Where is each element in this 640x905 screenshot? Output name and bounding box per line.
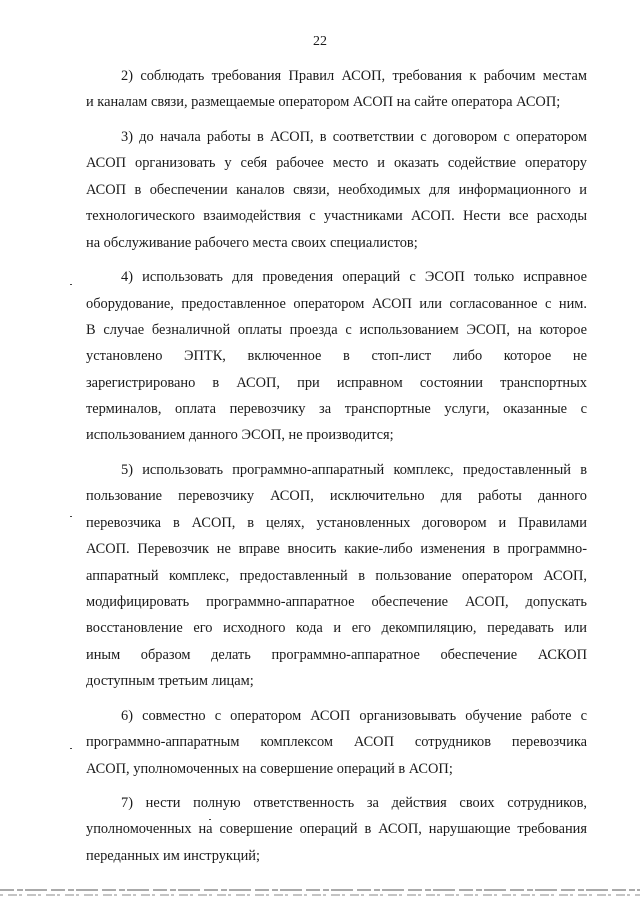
text-line: оборудование, предоставленное оператором АСОП или согласованное с ним. <box>86 295 587 312</box>
text-line: терминалов, оплата перевозчику за транспортные услуги, оказанные с <box>86 401 587 418</box>
scan-speck <box>209 819 211 820</box>
text-line: 2) соблюдать требования Правил АСОП, требования к рабочим местам <box>121 68 587 84</box>
paragraph-item-6 <box>86 703 587 782</box>
scan-speck <box>70 516 72 517</box>
text-line: переданных им инструкций; <box>86 847 261 864</box>
text-line: АСОП в обеспечении каналов связи, необходимых для информационного и <box>86 181 587 198</box>
text-line: пользование перевозчику АСОП, исключительно для работы данного <box>86 488 587 505</box>
text-line: АСОП организовать у себя рабочее место и оказать содействие оператору <box>86 155 587 172</box>
text-line: программно-аппаратным комплексом АСОП сотрудников перевозчика <box>86 734 587 751</box>
text-line: перевозчика в АСОП, в целях, установленных договором и Правилами <box>86 514 587 531</box>
text-line: восстановление его исходного кода и его декомпиляцию, передавать или <box>86 620 587 637</box>
text-line: 7) нести полную ответственность за действия своих сотрудников, <box>121 795 587 812</box>
text-line: АСОП, уполномоченных на совершение операций в АСОП; <box>86 760 453 777</box>
text-line: АСОП. Перевозчик не вправе вносить какие-либо изменения в программно- <box>86 541 587 558</box>
paragraph-item-3 <box>86 124 587 256</box>
text-line: 4) использовать для проведения операций с ЭСОП только исправное <box>121 269 587 286</box>
text-line: 6) совместно с оператором АСОП организовывать обучение работе с <box>121 707 587 724</box>
paragraph-item-5 <box>86 457 587 695</box>
text-line: 5) использовать программно-аппаратный комплекс, предоставленный в <box>121 462 587 479</box>
page-number: 22 <box>313 34 327 49</box>
paragraph-item-2 <box>86 63 587 116</box>
text-line: доступным третьим лицам; <box>86 673 254 690</box>
text-line: технологического взаимодействия с участниками АСОП. Нести все расходы <box>86 208 587 225</box>
text-line: и каналам связи, размещаемые оператором АСОП на сайте оператора АСОП; <box>86 94 561 111</box>
text-line: уполномоченных на совершение операций в АСОП, нарушающие требования <box>86 821 587 838</box>
scan-speck <box>70 284 72 285</box>
scan-speck <box>70 748 72 749</box>
text-line: на обслуживание рабочего места своих специалистов; <box>86 234 418 251</box>
text-line: использованием данного ЭСОП, не производится; <box>86 427 394 444</box>
document-body <box>86 63 587 877</box>
text-line: зарегистрировано в АСОП, при исправном состоянии транспортных <box>86 374 587 391</box>
text-line: иным образом делать программно-аппаратное обеспечение АСКОП <box>86 646 587 663</box>
paragraph-item-7 <box>86 790 587 869</box>
text-line: модифицировать программно-аппаратное обеспечение АСОП, допускать <box>86 593 587 610</box>
text-line: 3) до начала работы в АСОП, в соответствии с договором с оператором <box>121 128 587 145</box>
text-line: установлено ЭПТК, включенное в стоп-лист либо которое не <box>86 348 587 365</box>
text-line: В случае безналичной оплаты проезда с использованием ЭСОП, на которое <box>86 321 587 338</box>
paragraph-item-4 <box>86 264 587 449</box>
text-line: аппаратный комплекс, предоставленный в пользование оператором АСОП, <box>86 567 587 584</box>
scan-edge-border <box>0 882 640 900</box>
